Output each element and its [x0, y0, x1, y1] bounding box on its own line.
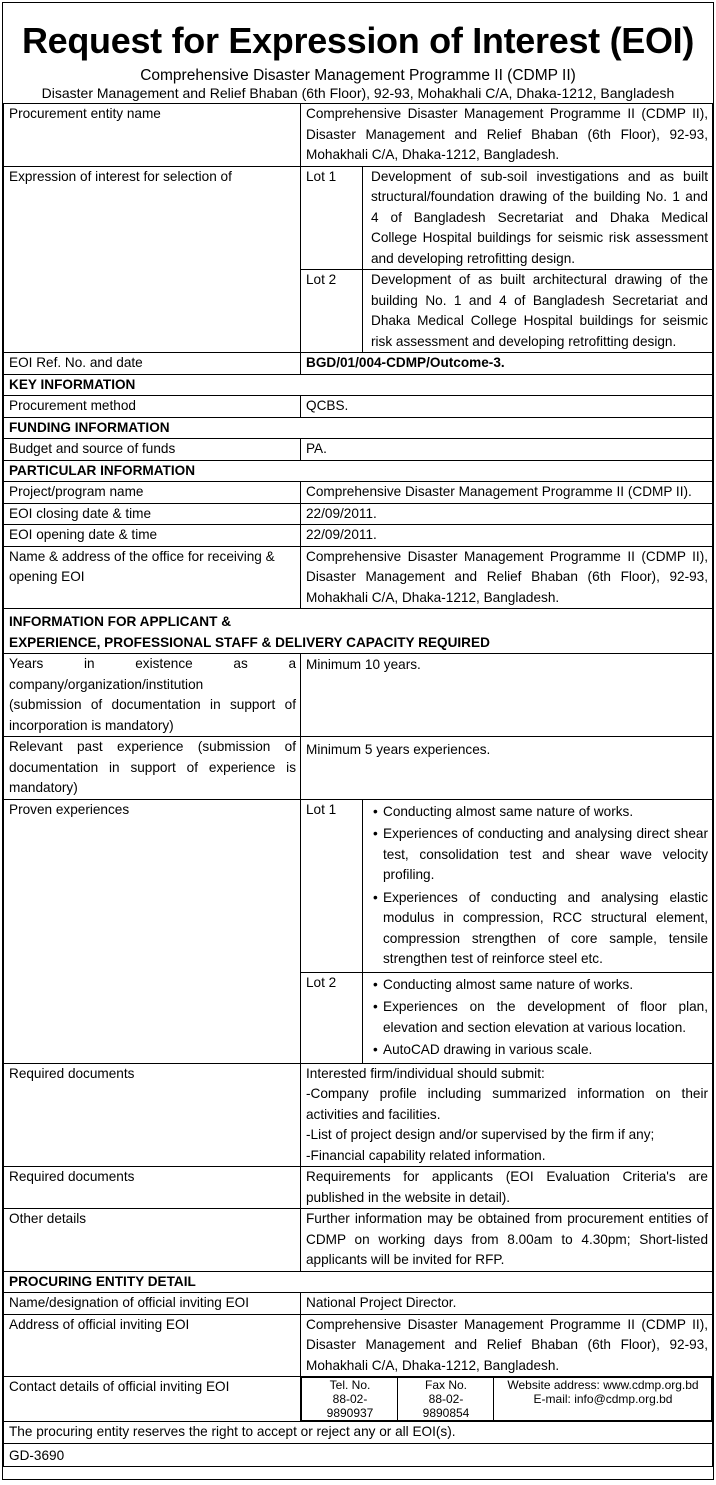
table-row: [4, 546, 713, 609]
row-label: Relevant past experience (submission of documentation in support of experience is mandatory): [4, 737, 301, 800]
row-label: [4, 654, 301, 737]
table-row: [4, 1422, 713, 1444]
row-label: Contact details of official inviting EOI: [4, 1377, 301, 1422]
bullet-text: Conducting almost same nature of works.: [383, 976, 634, 992]
row-label: Name/designation of official inviting EOI: [4, 1293, 301, 1315]
lots-cell: [301, 166, 713, 353]
table-row: [4, 104, 713, 167]
bullet-text: AutoCAD drawing in various scale.: [383, 1042, 593, 1057]
section-heading: [4, 609, 713, 654]
lot-row: [301, 167, 712, 270]
table-row: [4, 166, 713, 353]
eoi-advertisement: [2, 2, 714, 1480]
table-row: [4, 1314, 713, 1377]
fax-label: Fax No.: [424, 1378, 467, 1392]
lots-cell: [301, 799, 713, 1063]
table-row: [4, 396, 713, 418]
lot-row: [301, 800, 712, 973]
bullet-item: [371, 975, 708, 996]
lot-label: Lot 1: [306, 801, 337, 817]
bullet-item: [371, 997, 708, 1038]
row-value: Comprehensive Disaster Management Programme II (CDMP II), Disaster Management and Relief Bhaban (6th Floor), 92-93, Mohakhali C/A, Dhaka-1212, Bangladesh.: [301, 546, 713, 609]
lot-label: Lot 2: [301, 972, 363, 1063]
section-heading: PARTICULAR INFORMATION: [4, 460, 713, 482]
contact-row: [302, 1378, 712, 1421]
row-label: EOI Ref. No. and date: [4, 353, 301, 375]
section-heading: FUNDING INFORMATION: [4, 417, 713, 439]
bullet-item: [371, 1040, 708, 1061]
table-row: [4, 799, 713, 1063]
table-row: [4, 737, 713, 800]
row-label: Expression of interest for selection of: [4, 166, 301, 353]
row-label: Procurement entity name: [4, 104, 301, 167]
section-heading-line: INFORMATION FOR APPLICANT &: [9, 614, 232, 629]
tel-cell: [302, 1378, 398, 1421]
reserve-note: The procuring entity reserves the right to accept or reject any or all EOI(s).: [4, 1422, 713, 1444]
table-row: [4, 1377, 713, 1422]
section-row: [4, 460, 713, 482]
eoi-ref-value: BGD/01/004-CDMP/Outcome-3.: [301, 353, 713, 375]
row-value: 22/09/2011.: [301, 525, 713, 547]
bullet-icon: •: [373, 976, 378, 992]
row-label: Procurement method: [4, 396, 301, 418]
row-label: Budget and source of funds: [4, 439, 301, 461]
eoi-table: [3, 103, 713, 1467]
row-value: 22/09/2011.: [301, 503, 713, 525]
proven-lots-table: [301, 800, 712, 1063]
lot-label: Lot 2: [301, 270, 363, 353]
row-value: PA.: [301, 439, 713, 461]
email-link[interactable]: E-mail: info@cdmp.org.bd: [533, 1392, 673, 1406]
doc-line: -Company profile including summarized information on their activities and facilities.: [306, 1086, 708, 1122]
section-heading-line: EXPERIENCE, PROFESSIONAL STAFF & DELIVERY CAPACITY REQUIRED: [9, 634, 490, 650]
bullet-icon: •: [373, 803, 378, 819]
row-label: Required documents: [4, 1063, 301, 1167]
row-label: Address of official inviting EOI: [4, 1314, 301, 1377]
section-row: [4, 1271, 713, 1293]
bullet-text: Experiences of conducting and analysing direct shear test, consolidation test and shear wave velocity profiling.: [383, 826, 708, 882]
years-label-text: Years in existence as a company/organization/institution: [9, 656, 296, 692]
row-label: Name & address of the office for receiving & opening EOI: [4, 546, 301, 609]
website-link[interactable]: Website address: www.cdmp.org.bd: [507, 1378, 699, 1392]
bullet-text: Conducting almost same nature of works.: [383, 803, 634, 819]
table-row: [4, 482, 713, 504]
table-row: [4, 1293, 713, 1315]
lot-bullets: [363, 800, 713, 973]
row-value: Minimum 5 years experiences.: [301, 737, 713, 800]
bullet-icon: •: [373, 999, 378, 1014]
section-row: [4, 417, 713, 439]
table-row: [4, 654, 713, 737]
bullet-item: [371, 824, 708, 886]
contact-table: [301, 1377, 712, 1421]
lot-row: [301, 270, 712, 353]
row-value: Requirements for applicants (EOI Evaluation Criteria's are published in the website in detail).: [301, 1167, 713, 1209]
years-label-line: [9, 654, 296, 695]
tel-label: Tel. No.: [329, 1378, 371, 1392]
section-heading: KEY INFORMATION: [4, 374, 713, 396]
row-value: QCBS.: [301, 396, 713, 418]
tel-value: 88-02-9890937: [326, 1392, 374, 1420]
row-value: Comprehensive Disaster Management Programme II (CDMP II), Disaster Management and Relief Bhaban (6th Floor), 92-93, Mohakhali C/A, Dhaka-1212, Bangladesh.: [301, 1314, 713, 1377]
lot-label: Lot 1: [306, 168, 337, 184]
section-row: [4, 609, 713, 654]
bullet-text: Experiences of conducting and analysing elastic modulus in compression, RCC structural element, compression strengthen of core sample, tensile strengthen test of reinforce steel etc.: [383, 889, 708, 966]
contact-cell: [301, 1377, 713, 1422]
table-row: [4, 525, 713, 547]
bullet-item: [371, 888, 708, 970]
bullet-icon: •: [373, 1042, 378, 1057]
programme-subtitle: Comprehensive Disaster Management Programme II (CDMP II): [140, 67, 576, 84]
table-row: [4, 1063, 713, 1167]
doc-line: -List of project design and/or supervised by the firm if any;: [306, 1127, 655, 1142]
lot-row: [301, 972, 712, 1063]
table-row: [4, 1209, 713, 1272]
ad-code: GD-3690: [4, 1443, 713, 1467]
row-value: Comprehensive Disaster Management Programme II (CDMP II), Disaster Management and Relief Bhaban (6th Floor), 92-93, Mohakhali C/A, Dhaka-1212, Bangladesh.: [301, 104, 713, 167]
bullet-text: Experiences on the development of floor plan, elevation and section elevation at various location.: [383, 999, 708, 1035]
years-label-note: (submission of documentation in support of incorporation is mandatory): [9, 697, 296, 733]
row-label: Project/program name: [4, 482, 301, 504]
lot-description: Development of sub-soil investigations and as built structural/foundation drawing of the building No. 1 and 4 of Bangladesh Secretariat and Dhaka Medical College Hospital buildings for seismic risk assessment and developing retrofitting design.: [363, 167, 713, 270]
row-value: [301, 1063, 713, 1167]
row-value: Minimum 10 years.: [301, 654, 713, 737]
row-label: Other details: [4, 1209, 301, 1272]
table-row: [4, 1443, 713, 1467]
fax-value: 88-02-9890854: [422, 1392, 470, 1420]
doc-line: -Financial capability related information.: [306, 1147, 546, 1163]
row-value: Further information may be obtained from procurement entities of CDMP on working days from 8.00am to 4.30pm; Short-listed applicants will be invited for RFP.: [301, 1209, 713, 1272]
table-row: [4, 353, 713, 375]
programme-address: Disaster Management and Relief Bhaban (6th Floor), 92-93, Mohakhali C/A, Dhaka-1212, Bangladesh: [41, 85, 675, 101]
lot-bullets: [363, 972, 713, 1063]
section-heading: PROCURING ENTITY DETAIL: [4, 1271, 713, 1293]
web-cell: [494, 1378, 712, 1421]
table-row: [4, 439, 713, 461]
row-label: Required documents: [4, 1167, 301, 1209]
row-value: National Project Director.: [301, 1293, 713, 1315]
row-label: EOI closing date & time: [4, 503, 301, 525]
bullet-icon: •: [373, 889, 378, 905]
table-row: [4, 503, 713, 525]
bullet-icon: •: [373, 826, 378, 841]
doc-line: Interested firm/individual should submit:: [306, 1065, 545, 1081]
lots-table: [301, 167, 712, 353]
section-row: [4, 374, 713, 396]
table-row: [4, 1167, 713, 1209]
bullet-item: [371, 802, 708, 823]
fax-cell: [398, 1378, 494, 1421]
lot-description: Development of as built architectural drawing of the building No. 1 and 4 of Bangladesh Secretariat and Dhaka Medical College Hospital buildings for seismic risk assessment and developing retrofitting design.: [363, 270, 713, 353]
row-label: EOI opening date & time: [4, 525, 301, 547]
row-label: Proven experiences: [4, 799, 301, 1063]
row-value: Comprehensive Disaster Management Programme II (CDMP II).: [301, 482, 713, 504]
page-title: Request for Expression of Interest (EOI): [21, 20, 695, 61]
